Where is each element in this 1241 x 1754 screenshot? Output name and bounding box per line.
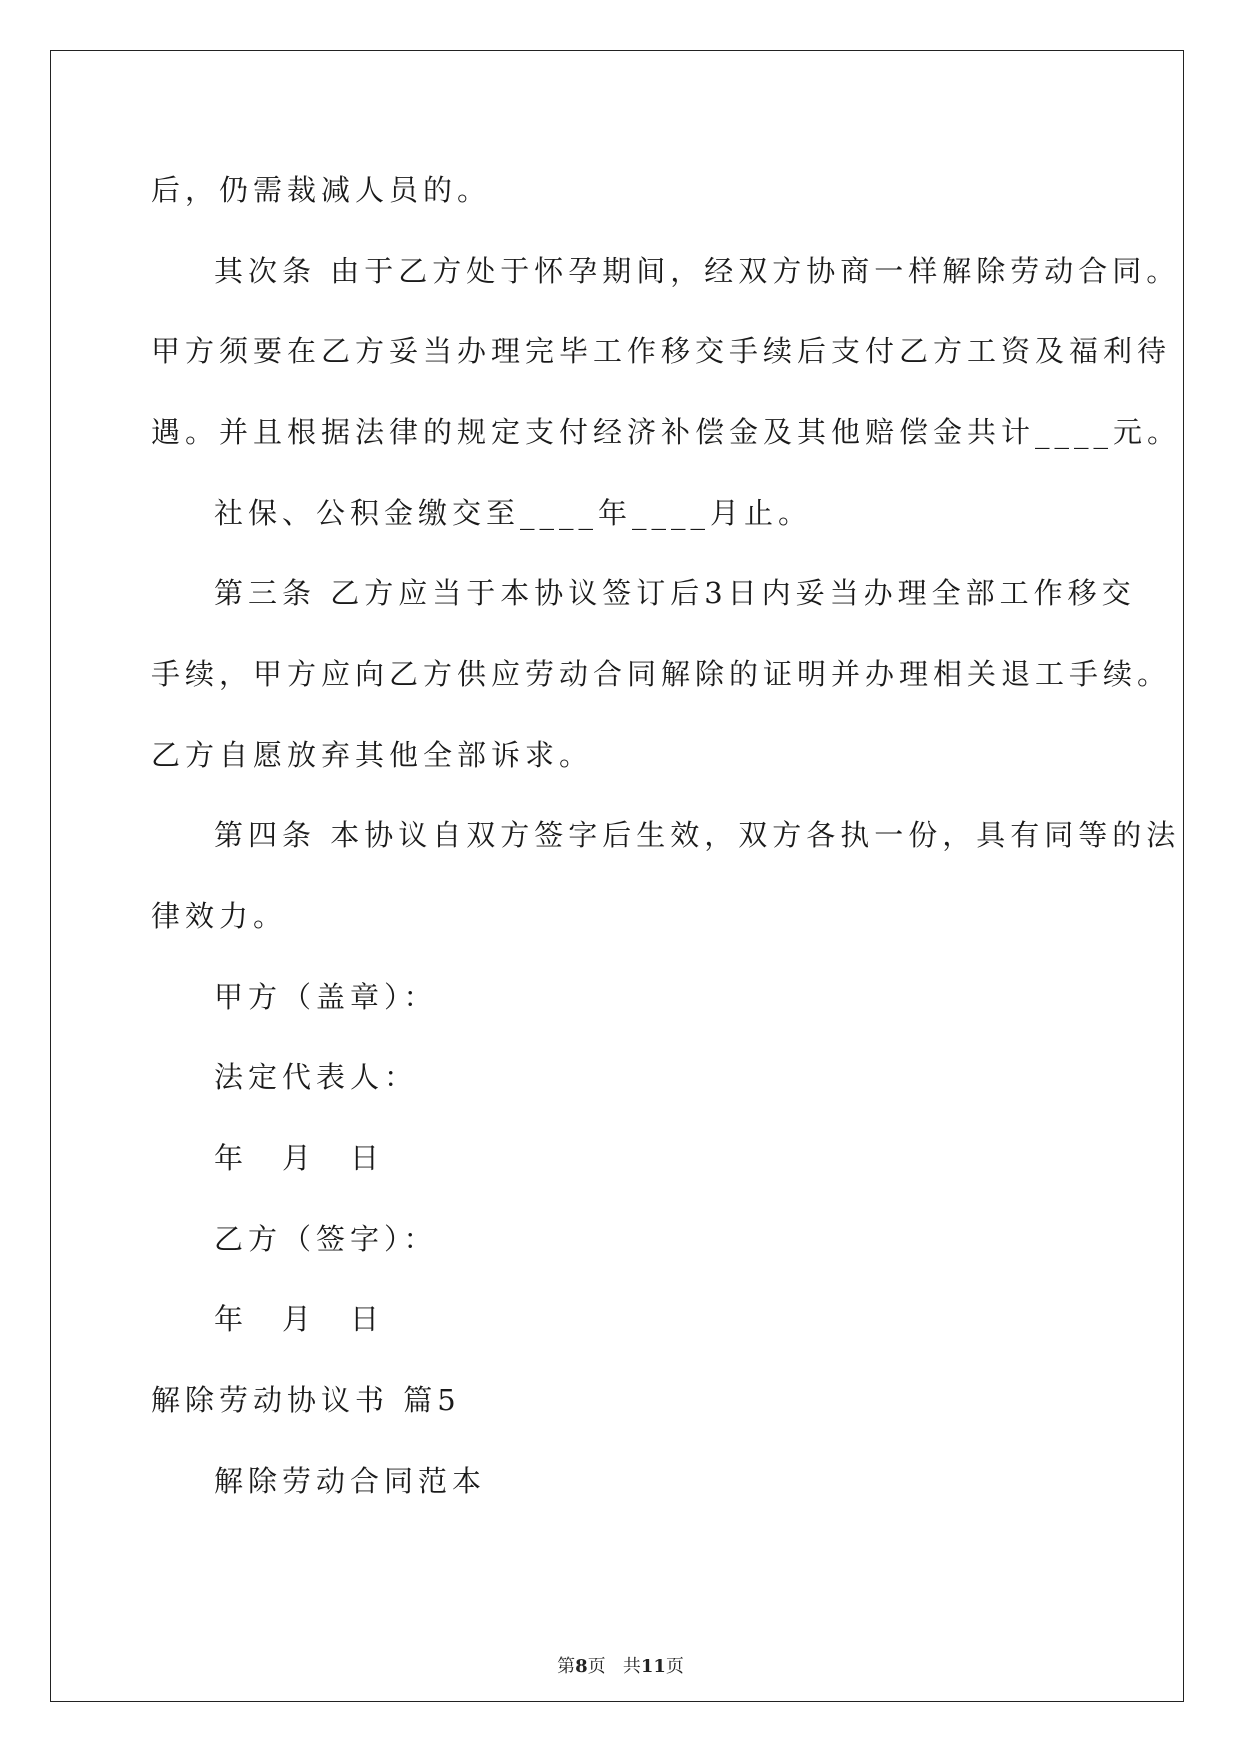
- text-line-8: 乙方自愿放弃其他全部诉求。: [151, 738, 594, 772]
- text-line-5: 社保、公积金缴交至____年____月止。: [214, 496, 813, 530]
- text-line-13: 年 月 日: [214, 1141, 385, 1175]
- total-suffix: 页: [665, 1656, 684, 1677]
- text-line-17: 解除劳动合同范本: [214, 1464, 487, 1498]
- text-line-1: 后，仍需裁减人员的。: [151, 173, 492, 207]
- total-prefix: 共: [622, 1656, 641, 1677]
- page-current: 8: [575, 1656, 588, 1677]
- page-prefix: 第: [557, 1656, 576, 1677]
- text-line-12: 法定代表人：: [214, 1060, 419, 1094]
- page-border: [50, 50, 1184, 1702]
- text-line-15: 年 月 日: [214, 1302, 385, 1336]
- page-suffix: 页: [587, 1656, 606, 1677]
- text-line-11: 甲方（盖章）：: [214, 980, 438, 1014]
- page-footer: [0, 1652, 1241, 1678]
- page-total: 11: [640, 1656, 666, 1677]
- text-line-14: 乙方（签字）：: [214, 1222, 438, 1256]
- text-line-9: 第四条 本协议自双方签字后生效，双方各执一份，具有同等的法: [214, 818, 1181, 852]
- section-heading: 解除劳动协议书 篇5: [151, 1383, 461, 1417]
- text-line-2: 其次条 由于乙方处于怀孕期间，经双方协商一样解除劳动合同。: [214, 254, 1181, 288]
- text-line-7: 手续，甲方应向乙方供应劳动合同解除的证明并办理相关退工手续。: [151, 657, 1172, 691]
- text-line-10: 律效力。: [151, 899, 288, 933]
- text-line-6: 第三条 乙方应当于本协议签订后3日内妥当办理全部工作移交: [214, 576, 1136, 610]
- text-line-4: 遇。并且根据法律的规定支付经济补偿金及其他赔偿金共计____元。: [151, 415, 1182, 449]
- text-line-3: 甲方须要在乙方妥当办理完毕工作移交手续后支付乙方工资及福利待: [151, 334, 1172, 368]
